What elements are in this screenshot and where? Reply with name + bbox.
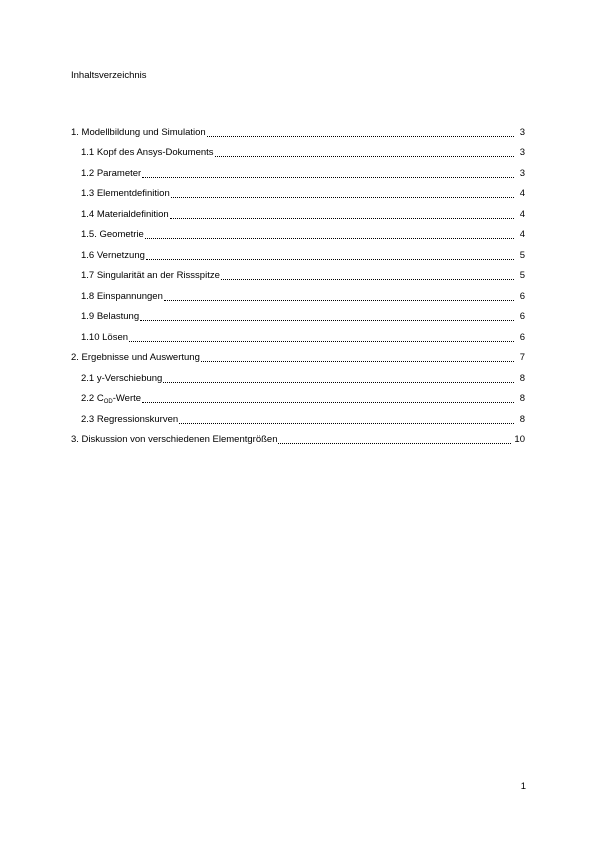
toc-entry-title: 2.1 y-Verschiebung <box>81 372 163 384</box>
dot-leader <box>179 413 514 424</box>
toc-entry-page: 6 <box>519 331 525 343</box>
dot-leader <box>278 433 511 444</box>
toc-entry-geometrie[interactable] <box>71 221 525 242</box>
toc-entry-cod-werte[interactable] <box>71 385 525 406</box>
toc-entry-ergebnisse[interactable] <box>71 344 525 365</box>
table-of-contents <box>71 118 525 446</box>
dot-leader <box>215 146 514 157</box>
dot-leader <box>129 331 514 342</box>
toc-entry-diskussion[interactable] <box>71 426 525 447</box>
toc-entry-page: 3 <box>519 147 525 158</box>
toc-entry-title: 1.9 Belastung <box>81 311 140 322</box>
dot-leader <box>163 372 514 383</box>
toc-entry-title: 2. Ergebnisse und Auswertung <box>71 352 200 363</box>
toc-entry-page: 3 <box>519 167 525 179</box>
dot-leader <box>221 269 514 280</box>
toc-entry-page: 4 <box>519 188 525 199</box>
toc-entry-title: 1. Modellbildung und Simulation <box>71 126 206 138</box>
toc-entry-title: 2.3 Regressionskurven <box>81 413 179 425</box>
dot-leader <box>201 351 514 362</box>
toc-entry-title <box>81 393 141 405</box>
toc-entry-title: 1.6 Vernetzung <box>81 249 145 261</box>
toc-entry-page: 7 <box>519 352 525 363</box>
toc-entry-elementdefinition[interactable] <box>71 180 525 201</box>
toc-entry-title: 3. Diskussion von verschiedenen Elementgrößen <box>71 434 278 445</box>
toc-entry-page: 6 <box>519 311 525 322</box>
dot-leader <box>171 187 514 198</box>
toc-entry-page: 6 <box>519 290 525 302</box>
toc-entry-title: 1.8 Einspannungen <box>81 290 163 302</box>
toc-entry-page: 3 <box>519 126 525 138</box>
toc-entry-materialdefinition[interactable] <box>71 200 525 221</box>
dot-leader <box>145 228 514 239</box>
toc-entry-title: 1.5. Geometrie <box>81 229 144 240</box>
toc-entry-belastung[interactable] <box>71 303 525 324</box>
toc-entry-singularitaet[interactable] <box>71 262 525 283</box>
toc-entry-page: 8 <box>519 372 525 384</box>
toc-entry-page: 4 <box>519 208 525 220</box>
toc-heading: Inhaltsverzeichnis <box>71 70 147 81</box>
toc-entry-title: 1.10 Lösen <box>81 331 129 343</box>
toc-entry-einspannungen[interactable] <box>71 282 525 303</box>
toc-entry-page: 5 <box>519 249 525 261</box>
toc-entry-title-subscript: OD <box>103 399 113 405</box>
dot-leader <box>164 290 514 301</box>
toc-entry-page: 5 <box>519 270 525 281</box>
toc-entry-loesen[interactable] <box>71 323 525 344</box>
toc-entry-regressionskurven[interactable] <box>71 405 525 426</box>
dot-leader <box>170 208 514 219</box>
toc-entry-title: 1.3 Elementdefinition <box>81 188 170 199</box>
toc-entry-page: 8 <box>519 393 525 404</box>
toc-entry-title: 1.1 Kopf des Ansys-Dokuments <box>81 147 214 158</box>
toc-entry-page: 10 <box>514 434 525 445</box>
dot-leader <box>142 167 514 178</box>
toc-entry-kopf[interactable] <box>71 139 525 160</box>
toc-entry-modellbildung[interactable] <box>71 118 525 139</box>
toc-entry-title: 1.2 Parameter <box>81 167 142 179</box>
dot-leader <box>140 310 514 321</box>
toc-entry-vernetzung[interactable] <box>71 241 525 262</box>
dot-leader <box>207 126 514 137</box>
toc-entry-page: 4 <box>519 229 525 240</box>
toc-entry-title-suffix: -Werte <box>112 393 142 404</box>
toc-entry-title: 1.4 Materialdefinition <box>81 208 169 220</box>
dot-leader <box>146 249 514 260</box>
toc-entry-y-verschiebung[interactable] <box>71 364 525 385</box>
toc-entry-title-prefix: 2.2 C <box>81 393 104 404</box>
toc-entry-title: 1.7 Singularität an der Rissspitze <box>81 270 220 281</box>
dot-leader <box>142 392 514 403</box>
page-number: 1 <box>520 781 526 792</box>
toc-entry-parameter[interactable] <box>71 159 525 180</box>
toc-entry-page: 8 <box>519 413 525 425</box>
